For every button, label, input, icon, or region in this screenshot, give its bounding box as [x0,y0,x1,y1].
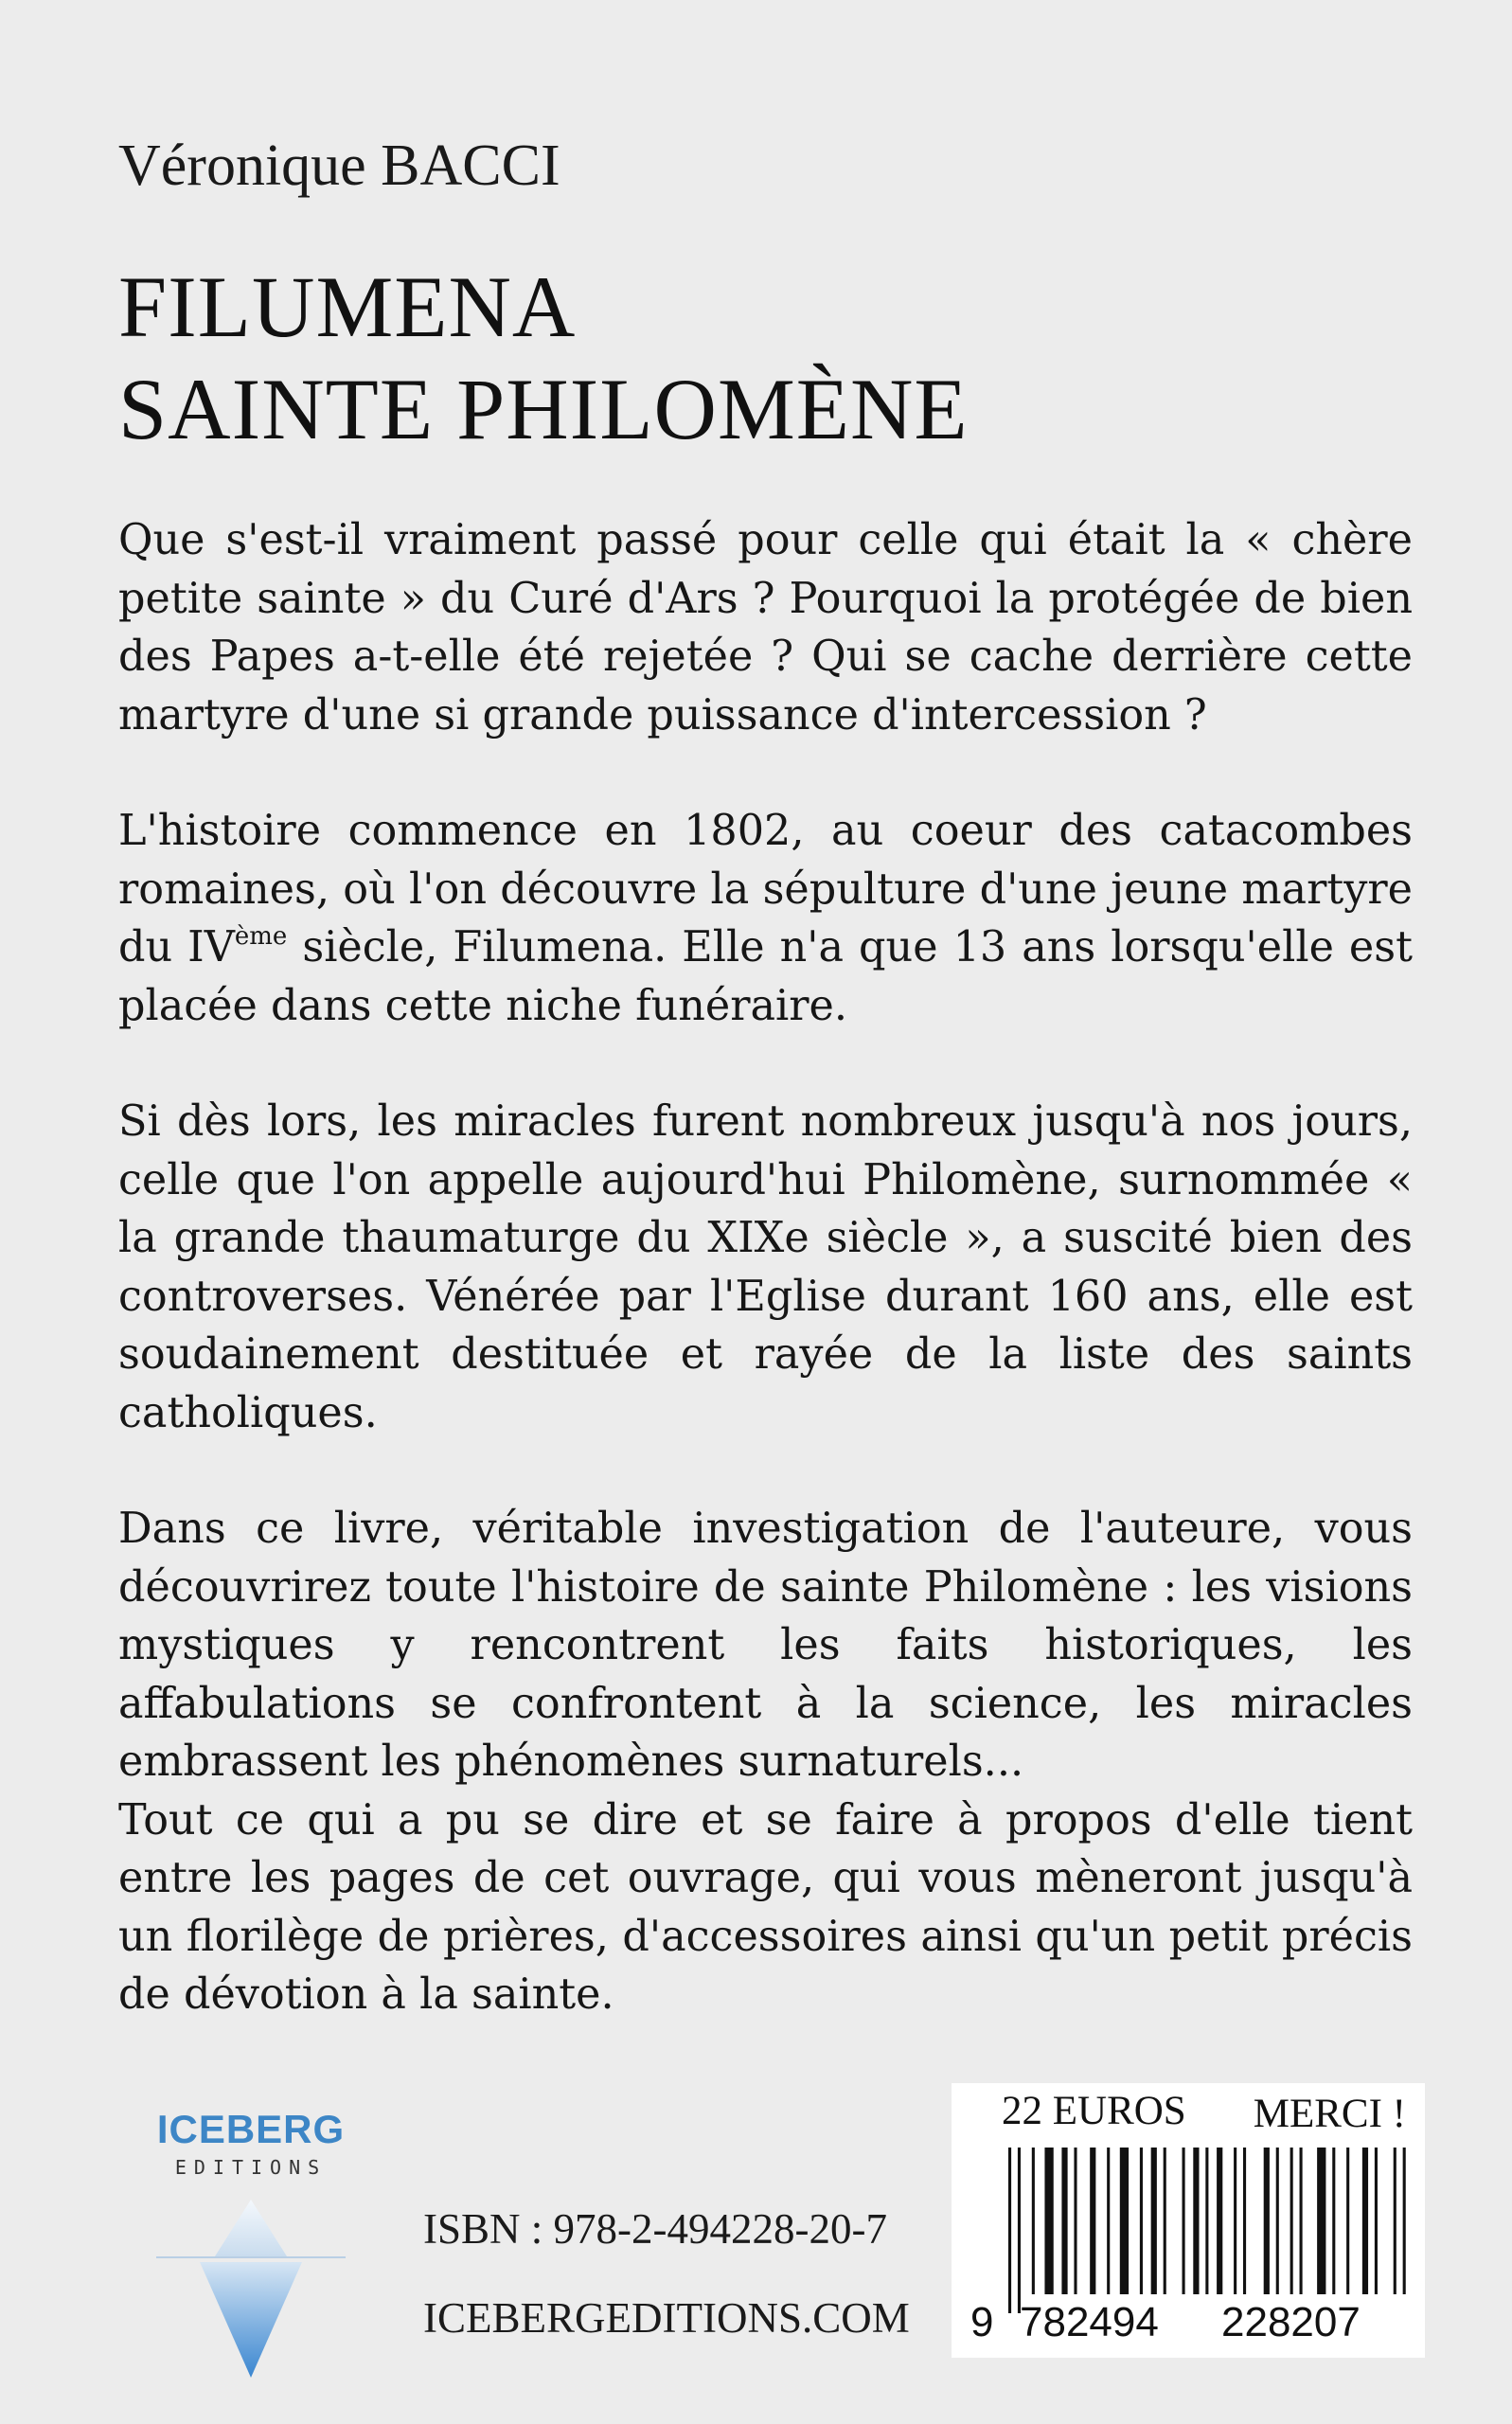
blurb-paragraph-4: Dans ce livre, véritable investigation de l'auteure, vous découvrirez toute l'histoire de sainte Philomène : les visions mystiques y rencontrent les faits historiques, les affabulations se confrontent à la science, les miracles embrassent les phénomènes surnaturels... [118,1505,1413,1786]
barcode-bar [1018,2148,1021,2313]
barcode-bar [1234,2148,1236,2294]
barcode-bar [1346,2148,1349,2294]
title-line-2: SAINTE PHILOMÈNE [118,361,969,457]
iceberg-icon [156,2192,346,2381]
barcode-digits-right: 228207 [1221,2299,1361,2345]
barcode-bar [1264,2148,1270,2294]
barcode-bar [1074,2148,1076,2294]
barcode-bar [1375,2148,1378,2294]
publisher-sub: EDITIONS [174,2156,328,2179]
barcode-digits-left: 782494 [1020,2299,1159,2345]
blurb-paragraph-5: Tout ce qui a pu se dire et se faire à propos d'elle tient entre les pages de cet ouvrage, qui vous mèneront jusqu'à un florilège de prières, d'accessoires ainsi qu'un petit précis de dévotion à la sainte. [118,1795,1413,2019]
blurb-paragraph-2: L'histoire commence en 1802, au coeur des catacombes romaines, où l'on découvre la sépulture d'une jeune martyre du IVème siècle, Filumena. Elle n'a que 13 ans lorsqu'elle est placée dans cette niche funéraire. [118,807,1413,1030]
barcode-digit-first: 9 [970,2299,994,2345]
barcode-bar [1008,2148,1011,2313]
barcode-bar [1403,2148,1406,2294]
barcode-panel [952,2083,1425,2358]
isbn-number: ISBN : 978-2-494228-20-7 [423,2205,887,2253]
publisher-logo [142,2107,360,2381]
publisher-website: ICEBERGEDITIONS.COM [423,2294,910,2342]
price-label: 22 EUROS [1002,2089,1186,2133]
barcode-bar [1394,2148,1396,2294]
barcode-bar [1120,2148,1129,2294]
barcode-bar [1317,2148,1325,2294]
barcode-bar [1205,2148,1208,2294]
barcode-bar [1243,2148,1246,2294]
publisher-name: ICEBERG [156,2107,346,2151]
barcode-bar [1164,2148,1166,2294]
thanks-label: MERCI ! [1253,2092,1406,2136]
barcode-bar [1061,2148,1067,2294]
author-name: Véronique BACCI [118,134,560,198]
barcode-bar [1183,2148,1185,2294]
barcode-bar [1032,2148,1035,2294]
barcode-bar [1151,2148,1157,2294]
barcode-bar [1107,2148,1110,2294]
book-title [118,256,969,460]
barcode-bar [1290,2148,1293,2294]
barcode-bar [1300,2148,1303,2294]
blurb-paragraph-3: Si dès lors, les miracles furent nombreux jusqu'à nos jours, celle que l'on appelle aujourd'hui Philomène, surnommée « la grande thaumaturge du XIXe siècle », a suscité bien des controverses. Vénérée par l'Eglise durant 160 ans, elle est soudainement destituée et rayée de la liste des saints catholiques. [118,1097,1413,1437]
barcode-bar [1090,2148,1095,2294]
barcode-bar [1276,2148,1279,2294]
barcode-bar [1362,2148,1368,2294]
barcode-bar [1332,2148,1335,2294]
blurb-paragraph-1: Que s'est-il vraiment passé pour celle qui était la « chère petite sainte » du Curé d'Ars ? Pourquoi la protégée de bien des Papes a-t-elle été rejetée ? Qui se cache derrière cette martyre d'une si grande puissance d'intercession ? [118,516,1413,740]
barcode-bar [1044,2148,1053,2294]
barcode-bar [1217,2148,1222,2294]
barcode-bar [1140,2148,1143,2294]
barcode-bar [1193,2148,1199,2294]
title-line-1: FILUMENA [118,258,577,355]
blurb [118,511,1413,2024]
superscript-ordinal: ème [234,922,288,951]
